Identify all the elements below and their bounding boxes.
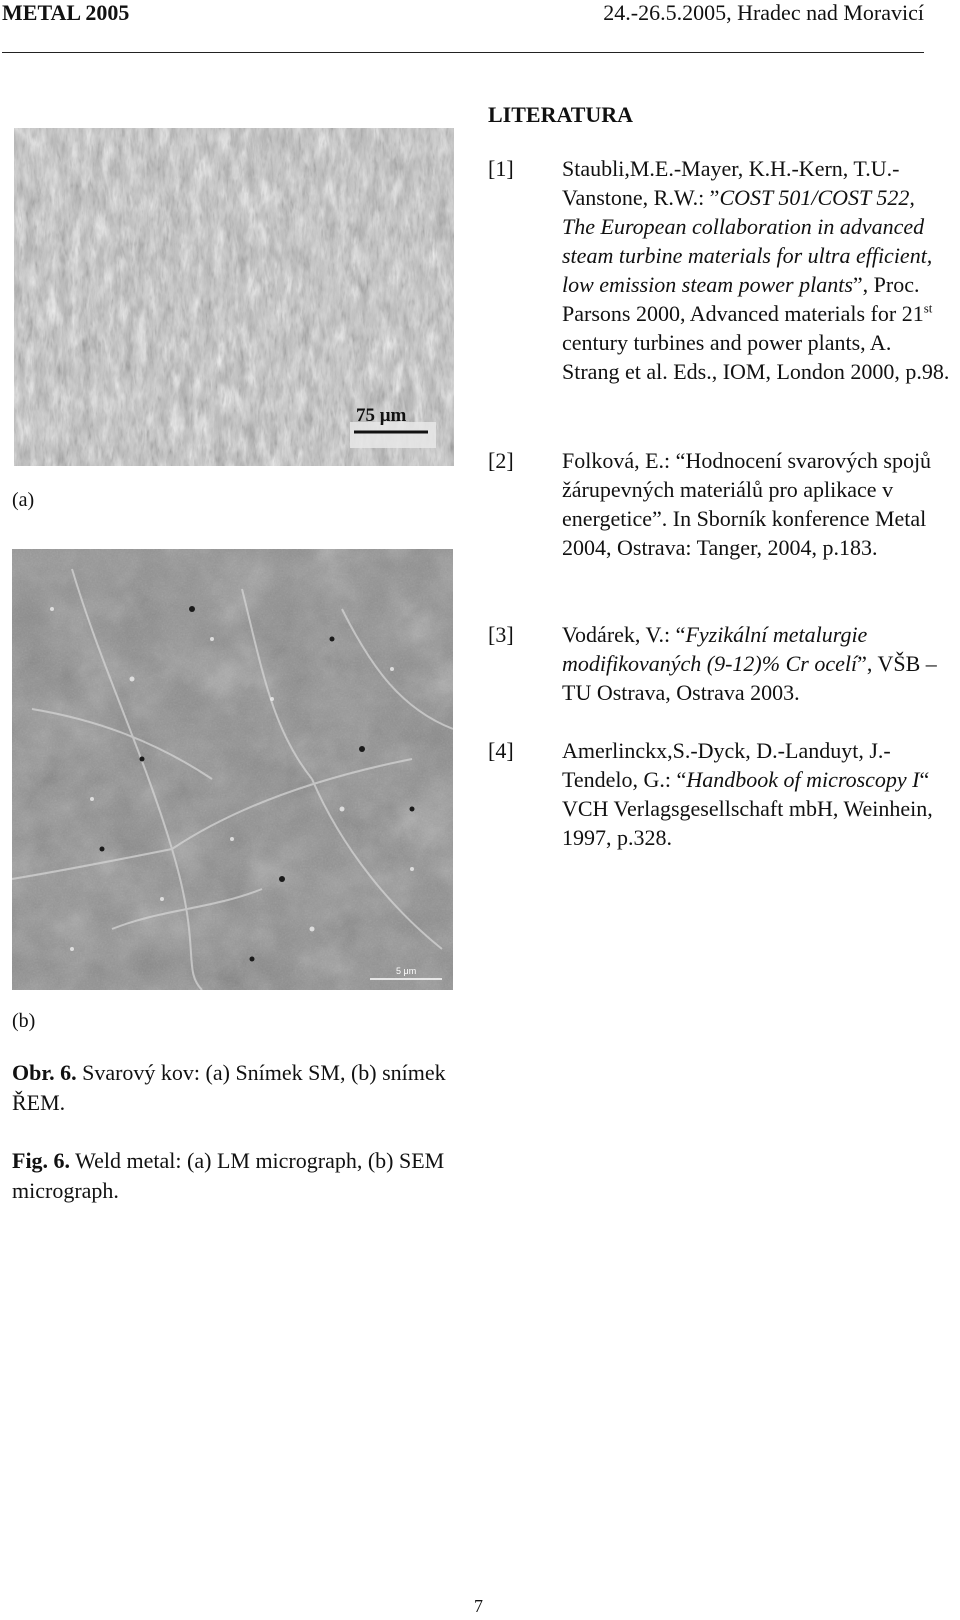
header-right: 24.-26.5.2005, Hradec nad Moravicí bbox=[603, 0, 924, 25]
reference-authors: Staubli,M.E.-Mayer, K.H.-Kern, T.U.-Vanstone, R.W.: ” bbox=[562, 156, 900, 210]
reference-authors: Amerlinckx,S.-Dyck, D.-Landuyt, J.-Tendelo, G.: “ bbox=[562, 738, 891, 792]
caption-english-prefix: Fig. 6. bbox=[12, 1148, 71, 1173]
page-number: 7 bbox=[474, 1596, 483, 1616]
reference-superscript: st bbox=[923, 300, 933, 316]
reference-item-3 bbox=[488, 620, 953, 707]
reference-rest: Hodnocení svarových spojů žárupevných materiálů pro aplikace v energetice”. In Sborník konference Metal 2004, Ostrava: Tanger, 2004, p.183. bbox=[562, 448, 932, 560]
reference-title: COST 501/COST 522, The European collaboration in advanced steam turbine materials for ultra efficient, low emission steam power plants bbox=[562, 185, 933, 297]
reference-item-4 bbox=[488, 736, 953, 852]
figure-a-lm-micrograph bbox=[14, 128, 454, 466]
reference-number: [3] bbox=[488, 622, 514, 647]
caption-english-text: Weld metal: (a) LM micrograph, (b) SEM micrograph. bbox=[12, 1148, 445, 1203]
figure-caption-english bbox=[12, 1146, 452, 1206]
header-left: METAL 2005 bbox=[2, 0, 130, 25]
reference-title: Fyzikální metalurgie modifikovaných (9-12)% Cr ocelí bbox=[562, 622, 868, 676]
reference-rest: ”, VŠB – TU Ostrava, Ostrava 2003. bbox=[562, 651, 937, 705]
reference-rest: ”, Proc. Parsons 2000, Advanced materials for 21 bbox=[562, 272, 924, 326]
figure-b-label: (b) bbox=[12, 1010, 36, 1032]
figure-b-sem-micrograph bbox=[12, 549, 453, 990]
figure-a-label: (a) bbox=[12, 489, 35, 511]
caption-czech-prefix: Obr. 6. bbox=[12, 1060, 77, 1085]
reference-item-2 bbox=[488, 446, 953, 562]
reference-authors: Folková, E.: “ bbox=[562, 448, 686, 473]
reference-rest: “ VCH Verlagsgesellschaft mbH, Weinhein, 1997, p.328. bbox=[562, 767, 933, 850]
reference-item-1 bbox=[488, 154, 953, 386]
reference-number: [2] bbox=[488, 448, 514, 473]
reference-number: [1] bbox=[488, 156, 514, 181]
reference-title: Handbook of microscopy I bbox=[686, 767, 920, 792]
reference-authors: Vodárek, V.: “ bbox=[562, 622, 686, 647]
figure-caption-czech bbox=[12, 1058, 452, 1118]
figure-b-scale-label: 5 μm bbox=[396, 966, 417, 976]
header-rule bbox=[2, 52, 924, 53]
figure-a-scale-label: 75 μm bbox=[356, 405, 407, 426]
references-title: LITERATURA bbox=[488, 102, 634, 127]
reference-rest-end: century turbines and power plants, A. Strang et al. Eds., IOM, London 2000, p.98. bbox=[562, 330, 950, 384]
reference-number: [4] bbox=[488, 738, 514, 763]
caption-czech-text: Svarový kov: (a) Snímek SM, (b) snímek ŘEM. bbox=[12, 1060, 446, 1115]
